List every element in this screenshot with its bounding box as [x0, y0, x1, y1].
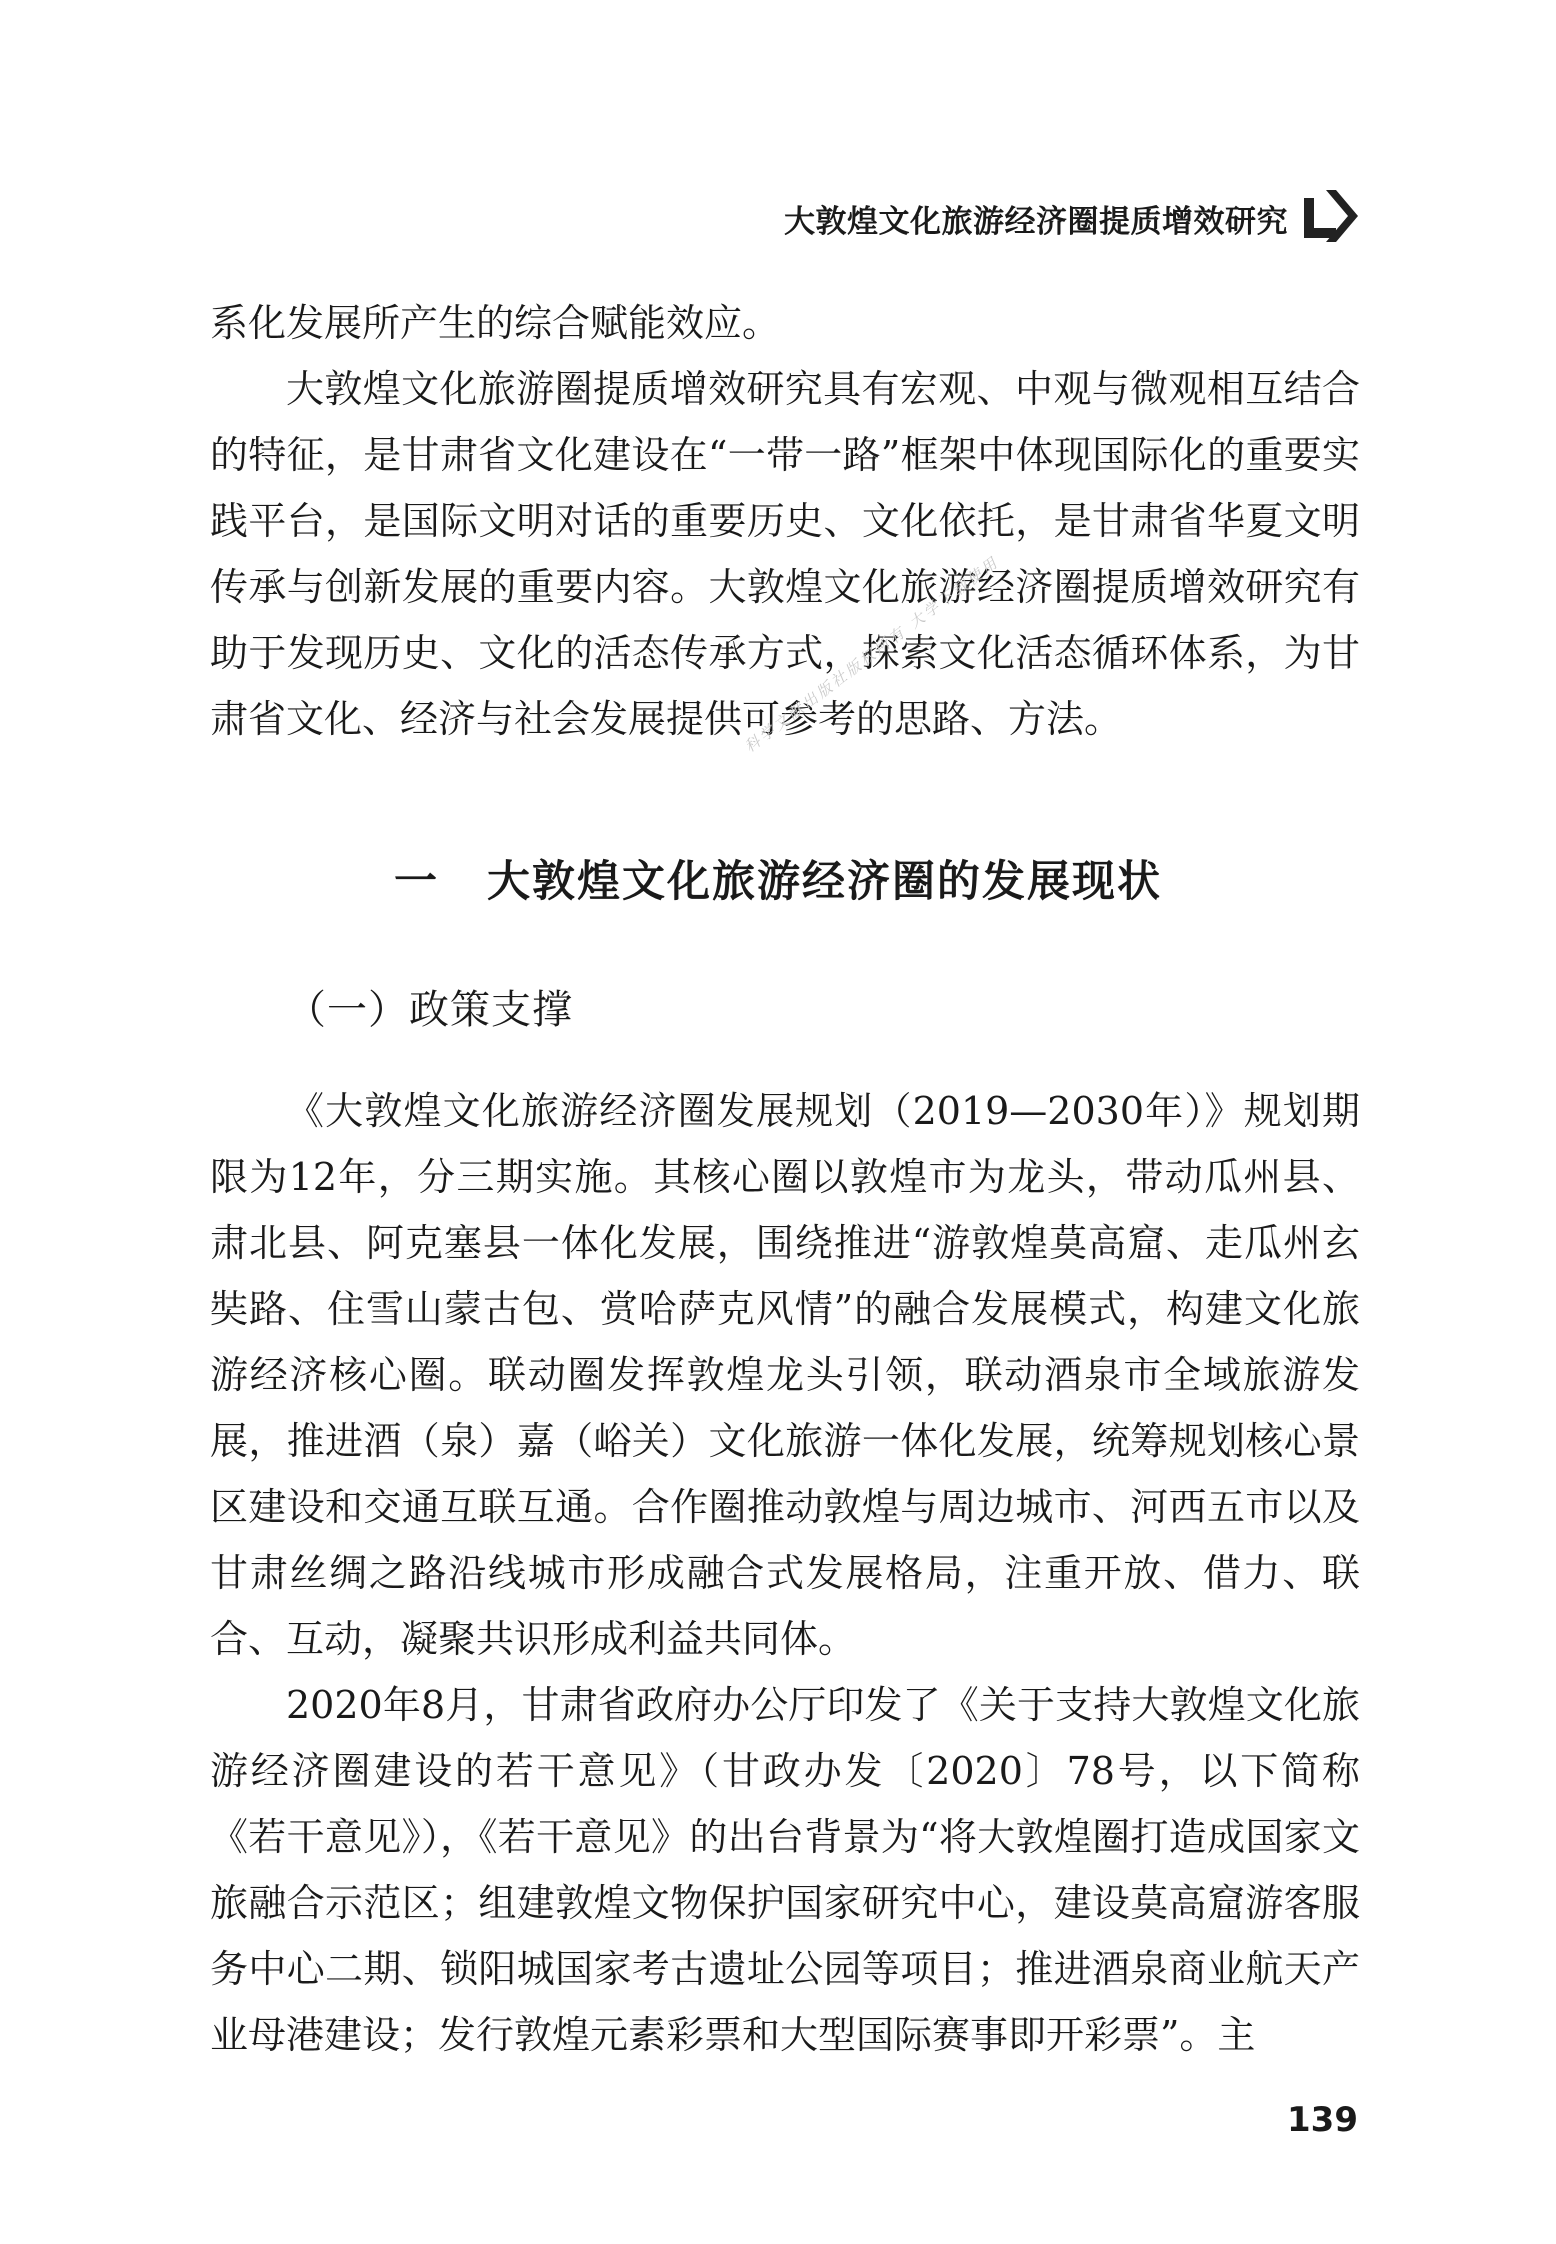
paragraph: 大敦煌文化旅游圈提质增效研究具有宏观、中观与微观相互结合的特征，是甘肃省文化建设在“一带一路”框架中体现国际化的重要实践平台，是国际文明对话的重要历史、文化依托，是甘肃省华夏文明传承与创新发展的重要内容。大敦煌文化旅游经济圈提质增效研究有助于发现历史、文化的活态传承方式，探索文化活态循环体系，为甘肃省文化、经济与社会发展提供可参考的思路、方法。	[210, 367, 1360, 741]
running-header-title: 大敦煌文化旅游经济圈提质增效研究	[784, 204, 1288, 240]
page-number: 139	[1287, 2100, 1358, 2140]
chevron-corner-icon	[1296, 184, 1360, 246]
section-number: 一	[394, 857, 439, 907]
watermark: 科学文献出版社版权所有 大学下载使用	[741, 552, 1003, 756]
paragraph-continuation: 系化发展所产生的综合赋能效应。	[210, 301, 781, 345]
paragraph: 2020年8月，甘肃省政府办公厅印发了《关于支持大敦煌文化旅游经济圈建设的若干意见》（甘政办发〔2020〕78号，以下简称《若干意见》），《若干意见》的出台背景为“将大敦煌圈打造成国家文旅融合示范区；组建敦煌文物保护国家研究中心，建设莫高窟游客服务中心二期、锁阳城国家考古遗址公园等项目；推进酒泉商业航天产业母港建设；发行敦煌元素彩票和大型国际赛事即开彩票”。主	[210, 1683, 1360, 2057]
section-heading	[0, 848, 1556, 909]
section-title: 大敦煌文化旅游经济圈的发展现状	[487, 857, 1162, 907]
body-text-top	[210, 290, 1360, 752]
paragraph: 《大敦煌文化旅游经济圈发展规划（2019—2030年）》规划期限为12年，分三期实施。其核心圈以敦煌市为龙头，带动瓜州县、肃北县、阿克塞县一体化发展，围绕推进“游敦煌莫高窟、走瓜州玄奘路、住雪山蒙古包、赏哈萨克风情”的融合发展模式，构建文化旅游经济核心圈。联动圈发挥敦煌龙头引领，联动酒泉市全域旅游发展，推进酒（泉）嘉（峪关）文化旅游一体化发展，统筹规划核心景区建设和交通互联互通。合作圈推动敦煌与周边城市、河西五市以及甘肃丝绸之路沿线城市形成融合式发展格局，注重开放、借力、联合、互动，凝聚共识形成利益共同体。	[210, 1089, 1360, 1661]
body-text-main	[210, 1078, 1360, 2068]
subsection-heading: （一）政策支撑	[286, 987, 573, 1033]
